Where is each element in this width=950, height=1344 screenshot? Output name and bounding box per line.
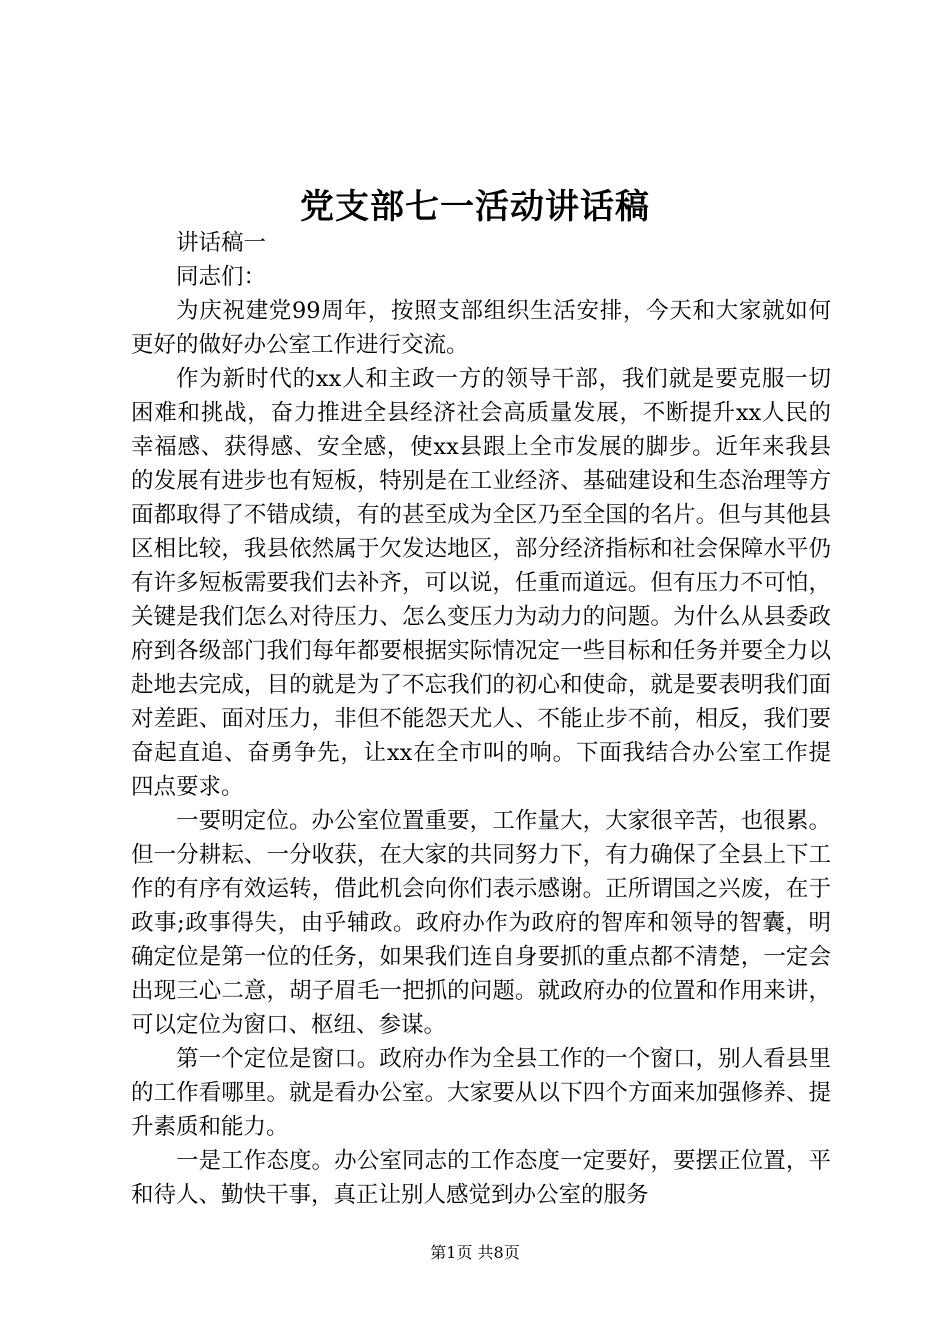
- paragraph: 同志们：: [176, 264, 267, 290]
- paragraph: 一要明定位。办公室位置重要，工作量大，大家很辛苦，也很累。但一分耕耘、一分收获，在大家的共同努力下，有力确保了全县上下工作的有序有效运转，借此机会向你们表示感谢。正所谓国之兴废，在于政事;政事得失，由乎辅政。政府办作为政府的智库和领导的智囊，明确定位是第一位的任务，如果我们连自身要抓的重点都不清楚，一定会出现三心二意，胡子眉毛一把抓的问题。就政府办的位置和作用来讲，可以定位为窗口、枢纽、参谋。: [131, 808, 831, 1038]
- paragraph: 作为新时代的xx人和主政一方的领导干部，我们就是要克服一切困难和挑战，奋力推进全县经济社会高质量发展，不断提升xx人民的幸福感、获得感、安全感，使xx县跟上全市发展的脚步。近年来我县的发展有进步也有短板，特别是在工业经济、基础建设和生态治理等方面都取得了不错成绩，有的甚至成为全区乃至全国的名片。但与其他县区相比较，我县依然属于欠发达地区，部分经济指标和社会保障水平仍有许多短板需要我们去补齐，可以说，任重而道远。但有压力不可怕，关键是我们怎么对待压力、怎么变压力为动力的问题。为什么从县委政府到各级部门我们每年都要根据实际情况定一些目标和任务并要全力以赴地去完成，目的就是为了不忘我们的初心和使命，就是要表明我们面对差距、面对压力，非但不能怨天尤人、不能止步不前，相反，我们要奋起直追、奋勇争先，让xx在全市叫的响。下面我结合办公室工作提四点要求。: [131, 366, 831, 800]
- document-body: [131, 226, 831, 1212]
- paragraph: 一是工作态度。办公室同志的工作态度一定要好，要摆正位置，平和待人、勤快干事，真正让别人感觉到办公室的服务: [131, 1148, 831, 1208]
- paragraph: 第一个定位是窗口。政府办作为全县工作的一个窗口，别人看县里的工作看哪里。就是看办公室。大家要从以下四个方面来加强修养、提升素质和能力。: [131, 1046, 831, 1140]
- paragraph: 讲话稿一: [176, 230, 267, 256]
- document-title: 党支部七一活动讲话稿: [300, 187, 650, 227]
- page-number-footer: 第1页 共8页: [430, 1243, 520, 1262]
- paragraph: 为庆祝建党99周年，按照支部组织生活安排，今天和大家就如何更好的做好办公室工作进行交流。: [131, 298, 831, 358]
